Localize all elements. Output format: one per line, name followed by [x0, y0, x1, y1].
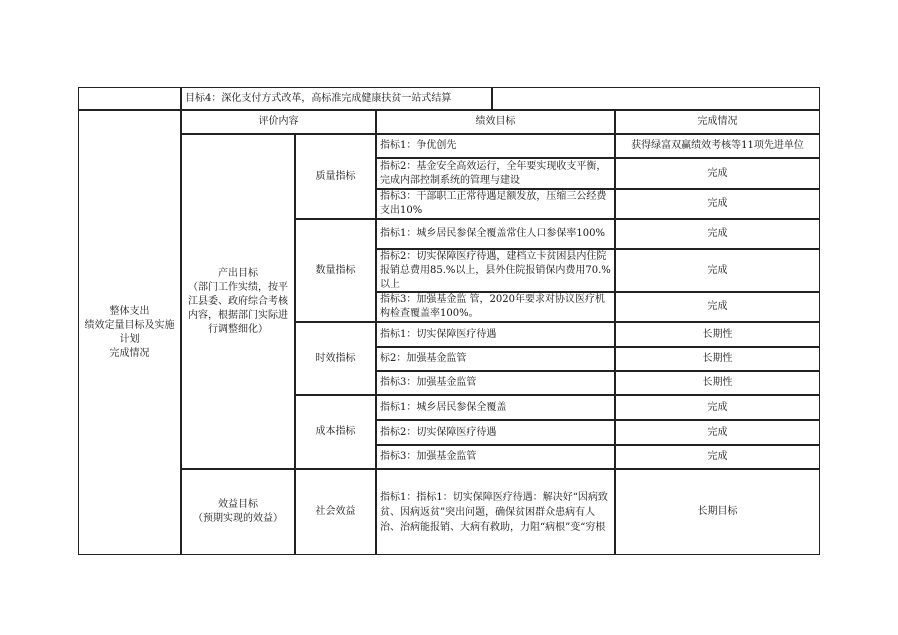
quantity-goal-3: 指标3：加强基金监 管，2020年要求对协议医疗机构检查覆盖率100%。 — [376, 292, 615, 322]
cost-goal-2: 指标2：切实保障医疗待遇 — [376, 420, 615, 445]
cost-status-1: 完成 — [615, 395, 820, 420]
quantity-status-1: 完成 — [615, 219, 820, 249]
quantity-status-2: 完成 — [615, 249, 820, 292]
quality-status-1: 获得绿富双赢绩效考核等11项先进单位 — [615, 134, 820, 158]
cost-status-2: 完成 — [615, 420, 820, 445]
header-status: 完成情况 — [615, 110, 820, 134]
quality-goal-2: 指标2：基金安全高效运行，全年要实现收支平衡，完成内部控制系统的管理与建设 — [376, 158, 615, 189]
top-row-left-cell — [78, 87, 181, 110]
group-name-timeliness: 时效指标 — [295, 322, 376, 395]
benefit-target-label: 效益目标 （预期实现的效益） — [181, 469, 295, 555]
quality-goal-3: 指标3：干部职工正常待遇足额发放，压缩三公经费支出10% — [376, 189, 615, 219]
quantity-goal-2: 指标2：切实保障医疗待遇，建档立卡贫困县内住院报销总费用85.%以上，县外住院报销保内费用70.%以上 — [376, 249, 615, 292]
group-name-quality: 质量指标 — [295, 134, 376, 219]
header-evaluation: 评价内容 — [181, 110, 376, 134]
top-row-right-cell — [492, 87, 820, 110]
timeliness-goal-1: 指标1：切实保障医疗待遇 — [376, 322, 615, 347]
group-name-social-benefit: 社会效益 — [295, 469, 376, 555]
timeliness-status-1: 长期性 — [615, 322, 820, 347]
timeliness-goal-3: 指标3：加强基金监管 — [376, 371, 615, 395]
cost-goal-1: 指标1：城乡居民参保全覆盖 — [376, 395, 615, 420]
group-name-cost: 成本指标 — [295, 395, 376, 469]
output-target-label: 产出目标 （部门工作实绩，按平 江县委、政府综合考核 内容，根据部门实际进 行调整细化） — [181, 134, 295, 469]
timeliness-status-3: 长期性 — [615, 371, 820, 395]
section-label: 整体支出 绩效定量目标及实施 计划 完成情况 — [78, 110, 181, 555]
goal4-text: 目标4：深化支付方式改革，高标准完成健康扶贫一站式结算 — [181, 87, 492, 110]
quality-status-2: 完成 — [615, 158, 820, 189]
social-benefit-status-1: 长期目标 — [615, 469, 820, 555]
quantity-status-3: 完成 — [615, 292, 820, 322]
quantity-goal-1: 指标1：城乡居民参保全覆盖常住人口参保率100% — [376, 219, 615, 249]
header-performance: 绩效目标 — [376, 110, 615, 134]
group-name-quantity: 数量指标 — [295, 219, 376, 322]
quality-status-3: 完成 — [615, 189, 820, 219]
timeliness-goal-2: 标2：加强基金监管 — [376, 347, 615, 371]
cost-goal-3: 指标3：加强基金监管 — [376, 445, 615, 469]
cost-status-3: 完成 — [615, 445, 820, 469]
timeliness-status-2: 长期性 — [615, 347, 820, 371]
quality-goal-1: 指标1：争优创先 — [376, 134, 615, 158]
social-benefit-goal-1: 指标1：指标1：切实保障医疗待遇：解决好“因病致贫、因病返贫”突出问题，确保贫困群众患病有人治、治病能报销、大病有救助，力阻“病根”变“穷根 — [376, 469, 615, 555]
